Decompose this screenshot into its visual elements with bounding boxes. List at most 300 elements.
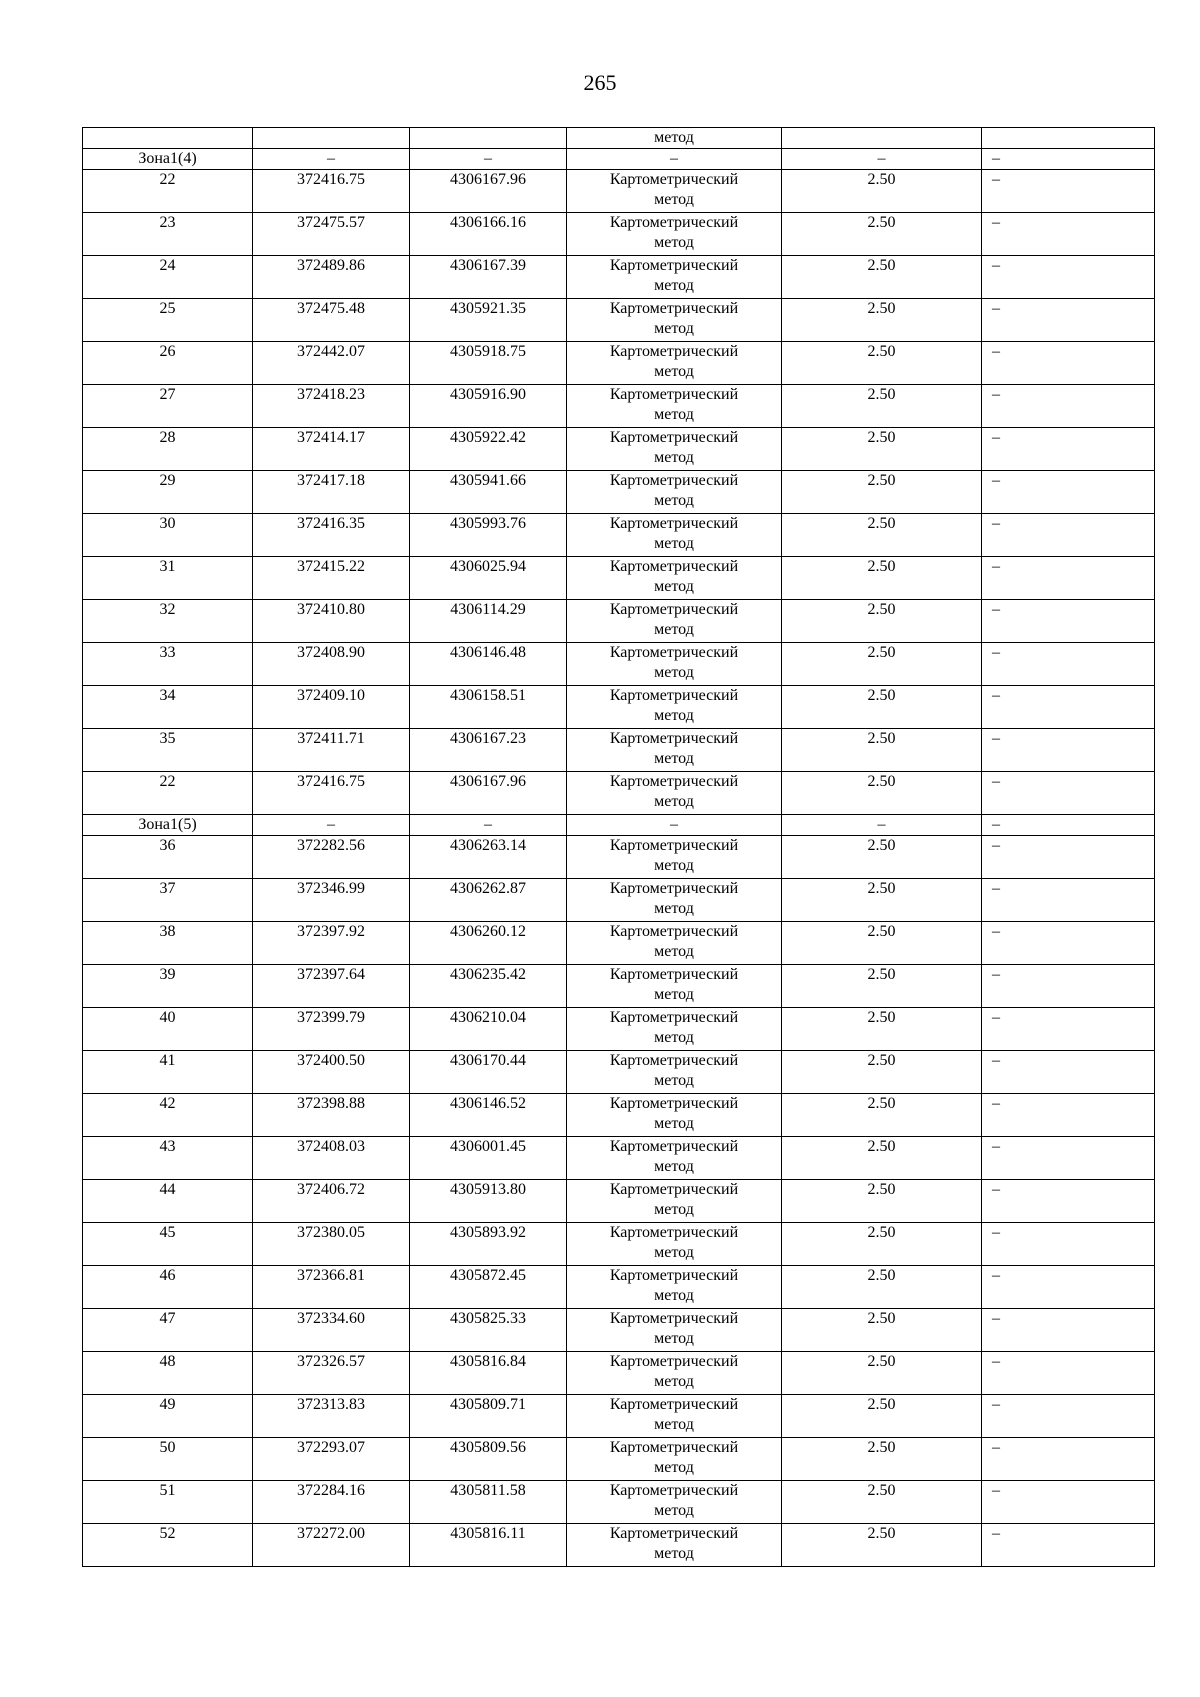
table-row	[83, 643, 1155, 686]
table-row	[83, 1309, 1155, 1352]
accuracy-cell: 2.50	[782, 836, 982, 879]
method-line-2: метод	[654, 1416, 694, 1433]
method-cell: метод	[567, 128, 782, 149]
method-cell	[567, 922, 782, 965]
method-line-2: метод	[654, 535, 694, 552]
method-line-2: метод	[654, 449, 694, 466]
point-number-cell: 44	[83, 1180, 253, 1223]
description-cell: –	[982, 643, 1155, 686]
method-line-1: Картометрический	[609, 1439, 739, 1456]
method-line-1: Картометрический	[609, 386, 739, 403]
method-line-1: Картометрический	[609, 601, 739, 618]
y-coordinate-cell: 4305825.33	[410, 1309, 567, 1352]
method-cell	[567, 1180, 782, 1223]
y-coordinate-cell: 4305811.58	[410, 1481, 567, 1524]
y-coordinate-cell: 4305916.90	[410, 385, 567, 428]
method-cell	[567, 514, 782, 557]
method-line-1: Картометрический	[609, 214, 739, 231]
point-number-cell: 22	[83, 772, 253, 815]
accuracy-cell: 2.50	[782, 772, 982, 815]
method-line-1: Картометрический	[609, 1009, 739, 1026]
table-row	[83, 342, 1155, 385]
method-cell	[567, 686, 782, 729]
x-coordinate-cell: 372475.57	[253, 213, 410, 256]
method-line-2: метод	[654, 793, 694, 810]
accuracy-cell: 2.50	[782, 686, 982, 729]
method-line-1: Картометрический	[609, 343, 739, 360]
y-coordinate-cell: 4306235.42	[410, 965, 567, 1008]
point-number-cell: 37	[83, 879, 253, 922]
y-coordinate-cell: 4305993.76	[410, 514, 567, 557]
method-line-2: метод	[654, 1502, 694, 1519]
description-cell: –	[982, 1180, 1155, 1223]
accuracy-dash-cell: –	[782, 815, 982, 836]
method-line-1: Картометрический	[609, 1181, 739, 1198]
point-number-cell: 25	[83, 299, 253, 342]
method-line-1: Картометрический	[609, 880, 739, 897]
x-coordinate-cell: 372417.18	[253, 471, 410, 514]
method-cell	[567, 1309, 782, 1352]
accuracy-cell: 2.50	[782, 922, 982, 965]
description-cell: –	[982, 170, 1155, 213]
accuracy-cell: 2.50	[782, 471, 982, 514]
method-line-1: Картометрический	[609, 687, 739, 704]
table-row	[83, 1094, 1155, 1137]
accuracy-cell: 2.50	[782, 1309, 982, 1352]
method-line-1: Картометрический	[609, 472, 739, 489]
point-number-cell: 28	[83, 428, 253, 471]
method-line-2: метод	[654, 1158, 694, 1175]
method-line-1: Картометрический	[609, 1138, 739, 1155]
description-cell: –	[982, 342, 1155, 385]
description-cell: –	[982, 879, 1155, 922]
y-coordinate-cell: 4305913.80	[410, 1180, 567, 1223]
point-number-cell: 46	[83, 1266, 253, 1309]
description-cell: –	[982, 1266, 1155, 1309]
method-cell	[567, 772, 782, 815]
y-coordinate-cell: 4306146.48	[410, 643, 567, 686]
x-coordinate-cell: 372415.22	[253, 557, 410, 600]
table-row	[83, 1266, 1155, 1309]
table-row	[83, 1223, 1155, 1266]
method-cell	[567, 557, 782, 600]
x-coordinate-cell: 372399.79	[253, 1008, 410, 1051]
accuracy-cell: 2.50	[782, 1137, 982, 1180]
accuracy-cell: 2.50	[782, 1395, 982, 1438]
point-number-cell: 39	[83, 965, 253, 1008]
method-line-2: метод	[654, 406, 694, 423]
accuracy-cell: 2.50	[782, 965, 982, 1008]
description-cell: –	[982, 471, 1155, 514]
accuracy-cell: 2.50	[782, 170, 982, 213]
x-coordinate-cell: 372489.86	[253, 256, 410, 299]
table-row	[83, 772, 1155, 815]
method-cell	[567, 1008, 782, 1051]
accuracy-cell: 2.50	[782, 342, 982, 385]
y-coordinate-cell: 4306170.44	[410, 1051, 567, 1094]
point-number-cell: 26	[83, 342, 253, 385]
method-cell	[567, 213, 782, 256]
point-number-cell: 33	[83, 643, 253, 686]
y-coordinate-cell: 4305816.11	[410, 1524, 567, 1567]
method-line-1: Картометрический	[609, 1482, 739, 1499]
x-cell	[253, 128, 410, 149]
accuracy-cell: 2.50	[782, 1266, 982, 1309]
description-cell: –	[982, 1481, 1155, 1524]
description-cell: –	[982, 1094, 1155, 1137]
point-number-cell: 34	[83, 686, 253, 729]
method-cell	[567, 428, 782, 471]
accuracy-cell: 2.50	[782, 385, 982, 428]
description-cell: –	[982, 1352, 1155, 1395]
x-coordinate-cell: 372397.64	[253, 965, 410, 1008]
accuracy-cell: 2.50	[782, 428, 982, 471]
point-number-cell: 35	[83, 729, 253, 772]
method-cell	[567, 879, 782, 922]
method-cell	[567, 1051, 782, 1094]
method-line-2: метод	[654, 1287, 694, 1304]
coordinates-table-body	[83, 128, 1155, 1567]
point-number-cell: 23	[83, 213, 253, 256]
point-number-cell: 31	[83, 557, 253, 600]
y-coordinate-cell: 4305941.66	[410, 471, 567, 514]
method-line-2: метод	[654, 1072, 694, 1089]
method-line-1: Картометрический	[609, 171, 739, 188]
y-coordinate-cell: 4306158.51	[410, 686, 567, 729]
description-cell: –	[982, 256, 1155, 299]
method-line-2: метод	[654, 492, 694, 509]
accuracy-cell: 2.50	[782, 1180, 982, 1223]
zone-label: Зона1(4)	[83, 149, 253, 170]
method-dash-cell: –	[567, 815, 782, 836]
point-number-cell: 52	[83, 1524, 253, 1567]
method-line-2: метод	[654, 986, 694, 1003]
y-coordinate-cell: 4306114.29	[410, 600, 567, 643]
point-number-cell: 22	[83, 170, 253, 213]
method-dash-cell: –	[567, 149, 782, 170]
method-line-2: метод	[654, 943, 694, 960]
description-cell: –	[982, 772, 1155, 815]
accuracy-cell: 2.50	[782, 1051, 982, 1094]
point-number-cell: 41	[83, 1051, 253, 1094]
accuracy-cell: 2.50	[782, 1008, 982, 1051]
method-line-2: метод	[654, 277, 694, 294]
description-cell: –	[982, 922, 1155, 965]
description-cell	[982, 128, 1155, 149]
method-line-2: метод	[654, 900, 694, 917]
method-line-2: метод	[654, 857, 694, 874]
accuracy-cell: 2.50	[782, 213, 982, 256]
accuracy-cell: 2.50	[782, 879, 982, 922]
x-coordinate-cell: 372442.07	[253, 342, 410, 385]
method-cell	[567, 1137, 782, 1180]
method-line-1: Картометрический	[609, 644, 739, 661]
y-coordinate-cell: 4306262.87	[410, 879, 567, 922]
table-row	[83, 600, 1155, 643]
x-coordinate-cell: 372293.07	[253, 1438, 410, 1481]
y-dash-cell: –	[410, 149, 567, 170]
method-cell	[567, 385, 782, 428]
description-cell: –	[982, 729, 1155, 772]
method-line-1: Картометрический	[609, 1267, 739, 1284]
y-coordinate-cell: 4306001.45	[410, 1137, 567, 1180]
point-number-cell: 45	[83, 1223, 253, 1266]
x-coordinate-cell: 372272.00	[253, 1524, 410, 1567]
point-number-cell: 42	[83, 1094, 253, 1137]
accuracy-cell: 2.50	[782, 514, 982, 557]
method-line-1: Картометрический	[609, 923, 739, 940]
description-dash-cell: –	[982, 149, 1155, 170]
method-cell	[567, 1352, 782, 1395]
table-row	[83, 729, 1155, 772]
accuracy-cell: 2.50	[782, 557, 982, 600]
table-row	[83, 557, 1155, 600]
method-line-1: Картометрический	[609, 730, 739, 747]
point-number-cell: 32	[83, 600, 253, 643]
x-coordinate-cell: 372416.75	[253, 170, 410, 213]
table-row	[83, 1438, 1155, 1481]
method-line-2: метод	[654, 1244, 694, 1261]
description-cell: –	[982, 385, 1155, 428]
method-cell	[567, 1266, 782, 1309]
description-cell: –	[982, 836, 1155, 879]
x-coordinate-cell: 372380.05	[253, 1223, 410, 1266]
x-coordinate-cell: 372284.16	[253, 1481, 410, 1524]
x-coordinate-cell: 372397.92	[253, 922, 410, 965]
table-row	[83, 428, 1155, 471]
method-line-1: Картометрический	[609, 300, 739, 317]
method-line-1: Картометрический	[609, 1353, 739, 1370]
accuracy-cell: 2.50	[782, 299, 982, 342]
method-cell	[567, 1481, 782, 1524]
table-row	[83, 170, 1155, 213]
accuracy-dash-cell: –	[782, 149, 982, 170]
method-cell	[567, 836, 782, 879]
table-row	[83, 514, 1155, 557]
method-line-2: метод	[654, 1029, 694, 1046]
x-coordinate-cell: 372326.57	[253, 1352, 410, 1395]
point-number-cell: 48	[83, 1352, 253, 1395]
method-cell	[567, 170, 782, 213]
description-cell: –	[982, 1309, 1155, 1352]
table-row	[83, 965, 1155, 1008]
method-cell	[567, 965, 782, 1008]
table-row	[83, 299, 1155, 342]
x-coordinate-cell: 372346.99	[253, 879, 410, 922]
point-number-cell: 29	[83, 471, 253, 514]
table-row	[83, 1352, 1155, 1395]
point-number-cell: 36	[83, 836, 253, 879]
x-coordinate-cell: 372408.03	[253, 1137, 410, 1180]
x-coordinate-cell: 372313.83	[253, 1395, 410, 1438]
method-line-1: Картометрический	[609, 1095, 739, 1112]
table-row	[83, 213, 1155, 256]
method-line-2: метод	[654, 578, 694, 595]
x-coordinate-cell: 372409.10	[253, 686, 410, 729]
method-cell	[567, 1395, 782, 1438]
point-number-cell: 43	[83, 1137, 253, 1180]
description-cell: –	[982, 600, 1155, 643]
method-cell	[567, 1094, 782, 1137]
method-line-2: метод	[654, 1330, 694, 1347]
description-cell: –	[982, 1438, 1155, 1481]
y-coordinate-cell: 4306025.94	[410, 557, 567, 600]
method-cell	[567, 256, 782, 299]
y-coordinate-cell: 4306260.12	[410, 922, 567, 965]
y-coordinate-cell: 4306263.14	[410, 836, 567, 879]
x-coordinate-cell: 372398.88	[253, 1094, 410, 1137]
accuracy-cell: 2.50	[782, 600, 982, 643]
x-coordinate-cell: 372282.56	[253, 836, 410, 879]
y-cell	[410, 128, 567, 149]
method-line-1: Картометрический	[609, 837, 739, 854]
method-line-2: метод	[654, 1115, 694, 1132]
x-coordinate-cell: 372366.81	[253, 1266, 410, 1309]
description-cell: –	[982, 557, 1155, 600]
point-number-cell: 51	[83, 1481, 253, 1524]
method-cell	[567, 299, 782, 342]
method-line-1: Картометрический	[609, 773, 739, 790]
accuracy-cell: 2.50	[782, 1524, 982, 1567]
accuracy-cell: 2.50	[782, 1352, 982, 1395]
point-cell	[83, 128, 253, 149]
table-row	[83, 1481, 1155, 1524]
y-coordinate-cell: 4306167.96	[410, 170, 567, 213]
method-line-2: метод	[654, 621, 694, 638]
point-number-cell: 50	[83, 1438, 253, 1481]
x-coordinate-cell: 372416.35	[253, 514, 410, 557]
y-dash-cell: –	[410, 815, 567, 836]
method-line-2: метод	[654, 664, 694, 681]
accuracy-cell: 2.50	[782, 1438, 982, 1481]
point-number-cell: 30	[83, 514, 253, 557]
y-coordinate-cell: 4306166.16	[410, 213, 567, 256]
table-row	[83, 1008, 1155, 1051]
method-line-1: Картометрический	[609, 1396, 739, 1413]
description-cell: –	[982, 686, 1155, 729]
x-coordinate-cell: 372416.75	[253, 772, 410, 815]
accuracy-cell: 2.50	[782, 1223, 982, 1266]
method-line-1: Картометрический	[609, 1224, 739, 1241]
description-dash-cell: –	[982, 815, 1155, 836]
y-coordinate-cell: 4305816.84	[410, 1352, 567, 1395]
accuracy-cell: 2.50	[782, 729, 982, 772]
description-cell: –	[982, 965, 1155, 1008]
method-line-2: метод	[654, 1201, 694, 1218]
table-row	[83, 879, 1155, 922]
method-line-2: метод	[654, 191, 694, 208]
zone-label: Зона1(5)	[83, 815, 253, 836]
table-row	[83, 256, 1155, 299]
table-row	[83, 922, 1155, 965]
x-coordinate-cell: 372408.90	[253, 643, 410, 686]
x-coordinate-cell: 372406.72	[253, 1180, 410, 1223]
method-cell	[567, 1524, 782, 1567]
point-number-cell: 27	[83, 385, 253, 428]
description-cell: –	[982, 514, 1155, 557]
y-coordinate-cell: 4305809.71	[410, 1395, 567, 1438]
x-coordinate-cell: 372400.50	[253, 1051, 410, 1094]
x-coordinate-cell: 372334.60	[253, 1309, 410, 1352]
y-coordinate-cell: 4305809.56	[410, 1438, 567, 1481]
method-line-2: метод	[654, 1459, 694, 1476]
method-cell	[567, 1223, 782, 1266]
method-line-1: Картометрический	[609, 1525, 739, 1542]
method-cell	[567, 471, 782, 514]
description-cell: –	[982, 428, 1155, 471]
table-row	[83, 1051, 1155, 1094]
method-line-1: Картометрический	[609, 515, 739, 532]
method-cell	[567, 1438, 782, 1481]
method-line-1: Картометрический	[609, 558, 739, 575]
method-cell	[567, 729, 782, 772]
table-row	[83, 836, 1155, 879]
method-line-2: метод	[654, 750, 694, 767]
point-number-cell: 49	[83, 1395, 253, 1438]
description-cell: –	[982, 299, 1155, 342]
point-number-cell: 47	[83, 1309, 253, 1352]
accuracy-cell: 2.50	[782, 643, 982, 686]
description-cell: –	[982, 1223, 1155, 1266]
method-cell	[567, 342, 782, 385]
method-line-1: Картометрический	[609, 1052, 739, 1069]
description-cell: –	[982, 1137, 1155, 1180]
method-line-2: метод	[654, 363, 694, 380]
method-line-1: Картометрический	[609, 429, 739, 446]
table-row	[83, 686, 1155, 729]
accuracy-cell: 2.50	[782, 256, 982, 299]
y-coordinate-cell: 4305918.75	[410, 342, 567, 385]
x-dash-cell: –	[253, 815, 410, 836]
method-line-2: метод	[654, 1545, 694, 1562]
description-cell: –	[982, 213, 1155, 256]
description-cell: –	[982, 1524, 1155, 1567]
y-coordinate-cell: 4306167.96	[410, 772, 567, 815]
accuracy-cell	[782, 128, 982, 149]
zone-header-row	[83, 149, 1155, 170]
description-cell: –	[982, 1051, 1155, 1094]
y-coordinate-cell: 4306167.23	[410, 729, 567, 772]
table-row	[83, 471, 1155, 514]
method-cell	[567, 600, 782, 643]
x-dash-cell: –	[253, 149, 410, 170]
description-cell: –	[982, 1395, 1155, 1438]
table-row	[83, 385, 1155, 428]
point-number-cell: 38	[83, 922, 253, 965]
x-coordinate-cell: 372410.80	[253, 600, 410, 643]
y-coordinate-cell: 4306146.52	[410, 1094, 567, 1137]
accuracy-cell: 2.50	[782, 1094, 982, 1137]
y-coordinate-cell: 4305872.45	[410, 1266, 567, 1309]
zone-header-row	[83, 815, 1155, 836]
y-coordinate-cell: 4305921.35	[410, 299, 567, 342]
x-coordinate-cell: 372414.17	[253, 428, 410, 471]
table-row	[83, 1180, 1155, 1223]
coordinates-table	[82, 127, 1155, 1567]
table-row	[83, 1395, 1155, 1438]
method-line-1: Картометрический	[609, 1310, 739, 1327]
method-line-2: метод	[654, 707, 694, 724]
x-coordinate-cell: 372475.48	[253, 299, 410, 342]
method-line-2: метод	[654, 1373, 694, 1390]
y-coordinate-cell: 4306167.39	[410, 256, 567, 299]
x-coordinate-cell: 372411.71	[253, 729, 410, 772]
accuracy-cell: 2.50	[782, 1481, 982, 1524]
x-coordinate-cell: 372418.23	[253, 385, 410, 428]
method-line-2: метод	[654, 234, 694, 251]
page-number: 265	[583, 70, 617, 95]
table-row	[83, 1524, 1155, 1567]
